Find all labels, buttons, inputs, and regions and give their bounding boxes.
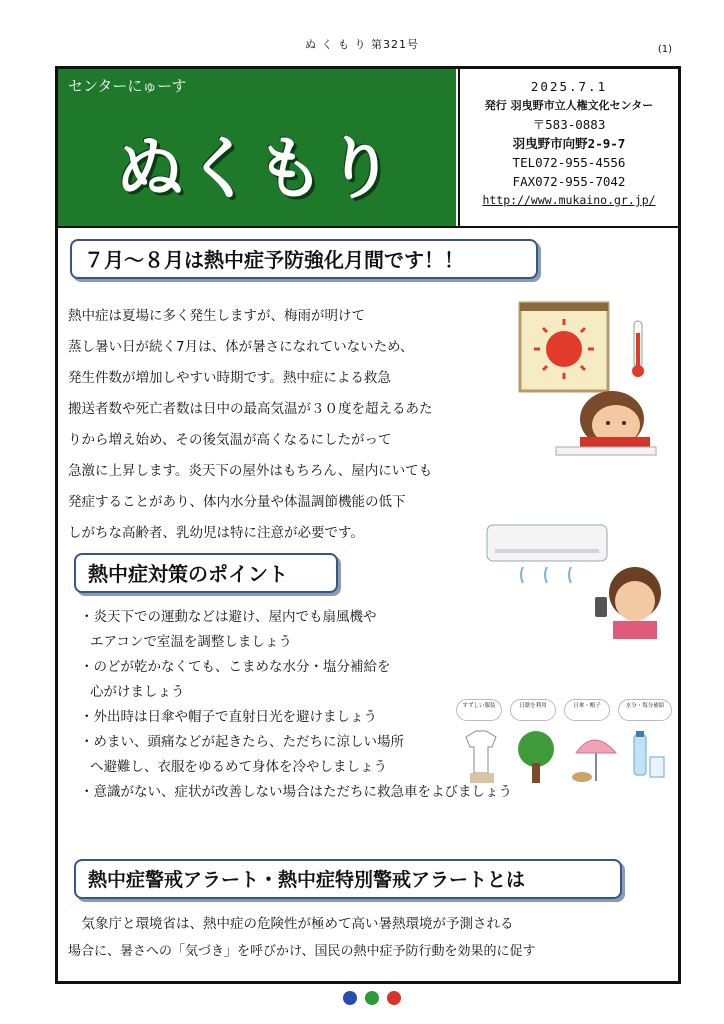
list-item: ・めまい、頭痛などが起きたら、ただちに涼しい場所	[80, 734, 404, 750]
list-item: ・のどが乾かなくても、こまめな水分・塩分補給を	[80, 659, 391, 675]
list-item: ・外出時は日傘や帽子で直射日光を避けましょう	[80, 709, 377, 725]
measures-icons	[458, 727, 674, 787]
tree-icon	[518, 731, 554, 783]
prevention-list	[80, 605, 520, 805]
list-item: ・炎天下での運動などは避け、屋内でも扇風機や	[80, 609, 377, 625]
body-line: 場合に、暑さへの「気づき」を呼びかけ、国民の熱中症予防行動を効果的に促す	[68, 944, 536, 959]
body-line: りから増え始め、その後気温が高くなるにしたがって	[68, 432, 392, 448]
postal-code: 〒583-0883	[532, 117, 606, 132]
section-heading-prevention-points: 熱中症対策のポイント	[74, 553, 338, 593]
body-line: 蒸し暑い日が続く7月は、体が暑さになれていないため、	[68, 339, 414, 355]
list-item: ・意識がない、症状が改善しない場合はただちに救急車をよびましょう	[80, 784, 512, 800]
list-item-continuation: 心がけましょう	[90, 684, 185, 700]
tel: TEL072-955-4556	[512, 155, 626, 170]
publisher-info	[458, 69, 678, 226]
list-item-continuation: エアコンで室温を調整しましょう	[90, 634, 292, 650]
center-logo-icon	[336, 988, 408, 1008]
heatstroke-illustration	[516, 297, 668, 457]
tag-parasol-hat: 日傘・帽子	[564, 699, 610, 721]
section1-body	[68, 301, 508, 549]
masthead-divider	[58, 226, 678, 228]
body-line: 発症することがあり、体内水分量や体温調節機能の低下	[68, 494, 406, 510]
masthead	[58, 69, 456, 226]
tshirt-icon	[466, 731, 496, 783]
fax: FAX072-955-7042	[512, 174, 626, 189]
section-heading-awareness-month: ７月～８月は熱中症予防強化月間です！！	[70, 239, 538, 279]
newsletter-frame	[55, 66, 681, 984]
body-line: 発生件数が増加しやすい時期です。熱中症による救急	[68, 370, 391, 386]
water-bottle-icon	[634, 731, 664, 777]
parasol-icon	[572, 740, 616, 782]
address: 羽曳野市向野2-9-7	[512, 136, 626, 151]
measure-tags	[456, 699, 676, 721]
section-heading-heat-alert: 熱中症警戒アラート・熱中症特別警戒アラートとは	[74, 859, 622, 899]
body-line: 気象庁と環境省は、熱中症の危険性が極めて高い暑熱環境が予測される	[68, 916, 514, 932]
masthead-title: ぬくもり	[116, 130, 397, 209]
masthead-subtitle: センターにゅーす	[68, 77, 187, 95]
body-line: 熱中症は夏場に多く発生しますが、梅雨が明けて	[68, 308, 365, 324]
body-line: 急激に上昇します。炎天下の屋外はもちろん、屋内にいても	[68, 463, 433, 479]
newsletter-issue: ぬ く も り 第321号	[305, 38, 419, 51]
tag-shade: 日陰を利用	[510, 699, 556, 721]
issue-date: 2025.7.1	[530, 79, 608, 94]
body-line: 搬送者数や死亡者数は日中の最高気温が３０度を超えるあた	[68, 401, 433, 417]
tag-cool-clothing: すずしい服装	[456, 699, 502, 721]
publisher-name: 発行 羽曳野市立人権文化センター	[484, 99, 654, 112]
section3-body	[68, 911, 668, 965]
list-item-continuation: へ避難し、衣服をゆるめて身体を冷やしましょう	[90, 759, 387, 775]
website-link[interactable]: http://www.mukaino.gr.jp/	[482, 193, 656, 207]
page-number: (1)	[657, 44, 672, 55]
body-line: しがちな高齢者、乳幼児は特に注意が必要です。	[68, 525, 364, 541]
tag-hydration: 水分・塩分補給	[618, 699, 672, 721]
